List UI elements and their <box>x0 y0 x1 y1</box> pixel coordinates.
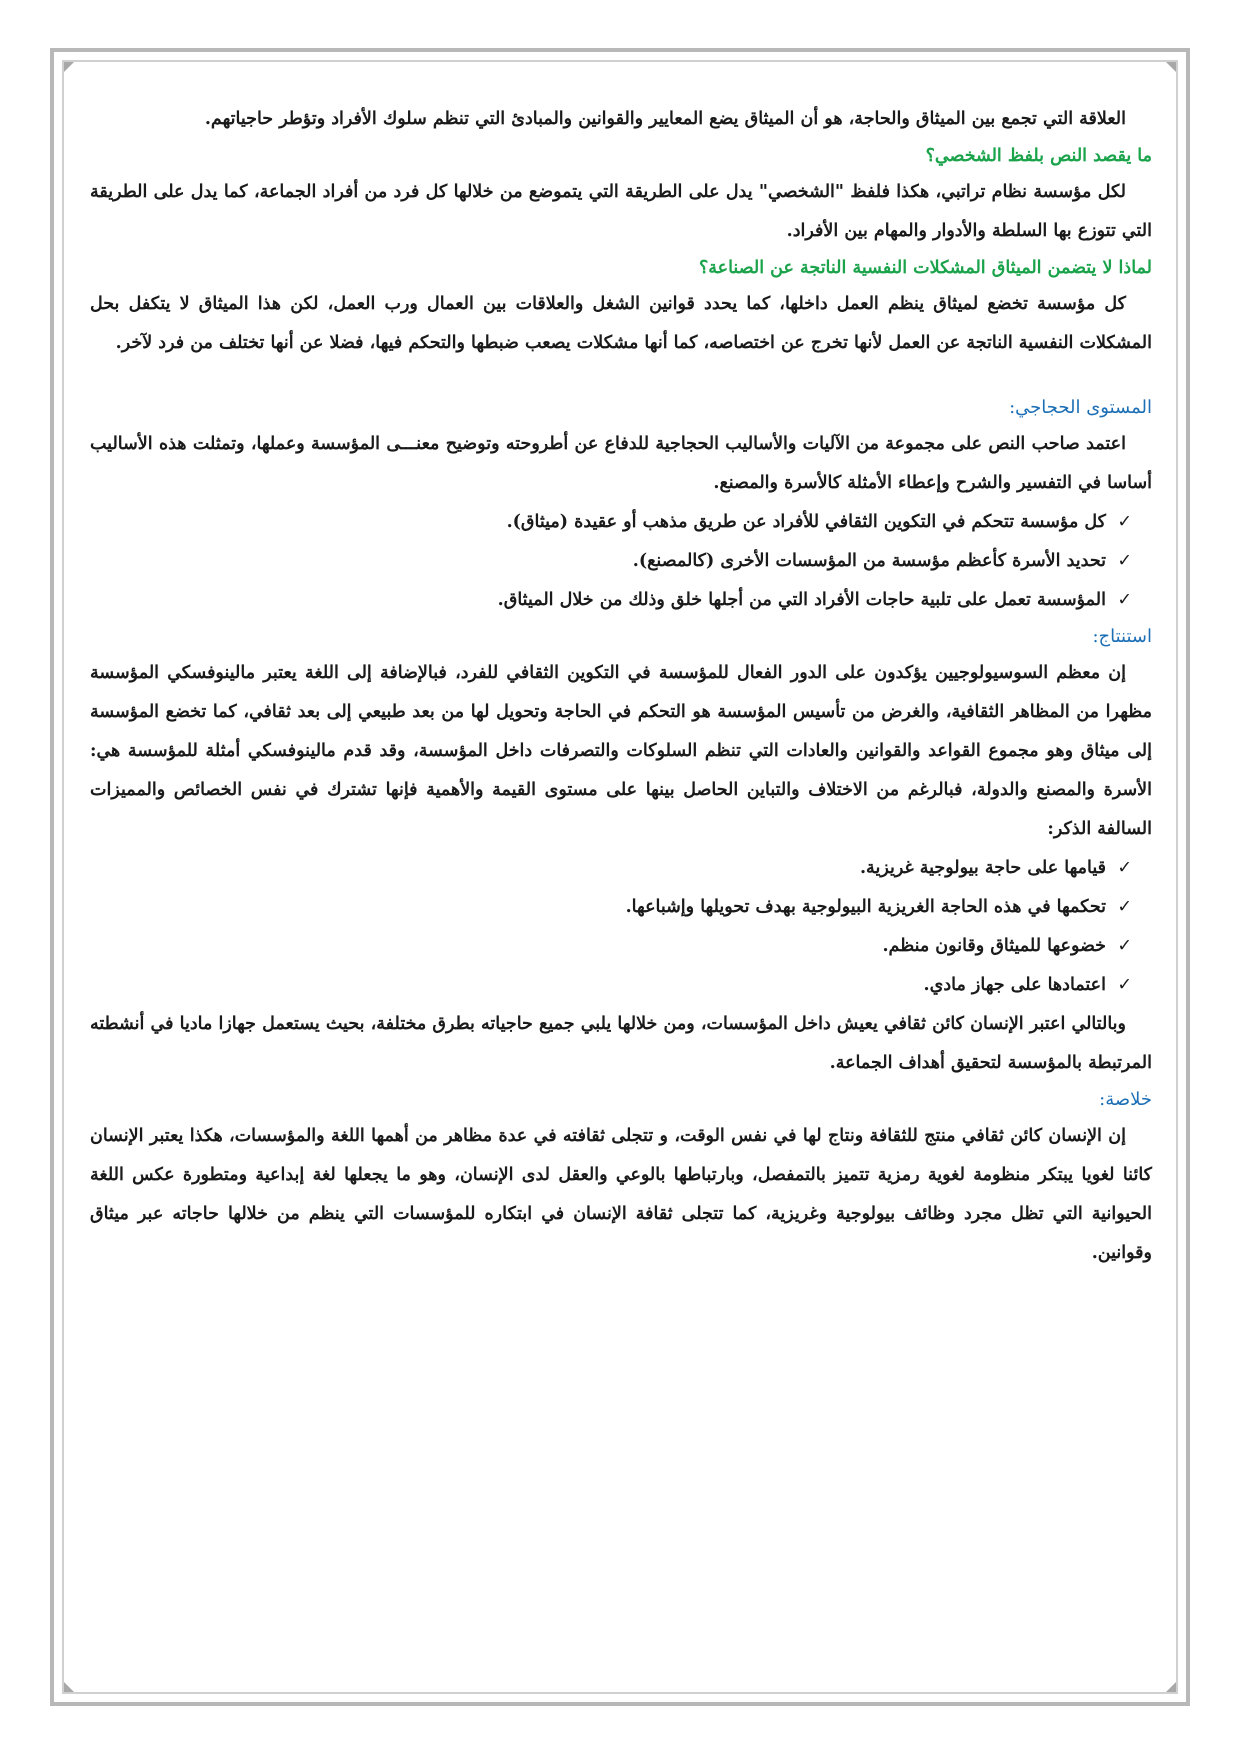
corner-ornament-top-left <box>64 62 74 72</box>
paragraph-relation: العلاقة التي تجمع بين الميثاق والحاجة، هو أن الميثاق يضع المعايير والقوانين والمبادئ التي تنظم سلوك الأفراد وتؤطر حاجياتهم. <box>204 109 1126 129</box>
paragraph-psych-problems: كل مؤسسة تخضع لميثاق ينظم العمل داخلها، كما يحدد قوانين الشغل والعلاقات بين العمال ورب العمل، لكن هذا الميثاق لا يتكفل بحل المشكلات النفسية الناتجة عن العمل لأنها تخرج عن اختصاصه، كما أنها مشكلات يصعب ضبطها والتحكم فيها، فضلا عن أنها تختلف من فرد لآخر. <box>90 294 1152 353</box>
list-item: ✓خضوعها للميثاق وقانون منظم. <box>90 927 1132 966</box>
checkmark-icon: ✓ <box>1117 551 1132 571</box>
list-item: ✓قيامها على حاجة بيولوجية غريزية. <box>90 849 1132 888</box>
document-body <box>90 100 1152 1273</box>
question-psych-problems: لماذا لا يتضمن الميثاق المشكلات النفسية الناتجة عن الصناعة؟ <box>698 258 1152 278</box>
question-personal: ما يقصد النص بلفظ الشخصي؟ <box>925 146 1152 166</box>
corner-ornament-bottom-left <box>64 1682 74 1692</box>
list-item: ✓تحديد الأسرة كأعظم مؤسسة من المؤسسات الأخرى (كالمصنع). <box>90 542 1132 581</box>
list-item: ✓اعتمادها على جهاز مادي. <box>90 966 1132 1005</box>
checkmark-icon: ✓ <box>1117 975 1132 995</box>
paragraph-personal: لكل مؤسسة نظام تراتبي، هكذا فلفظ "الشخصي" يدل على الطريقة التي يتموضع من خلالها كل فرد من أفراد الجماعة، كما يدل على الطريقة التي تتوزع بها السلطة والأدوار والمهام بين الأفراد. <box>90 182 1152 241</box>
checkmark-icon: ✓ <box>1117 897 1132 917</box>
paragraph-summary: إن الإنسان كائن ثقافي منتج للثقافة ونتاج لها في نفس الوقت، و تتجلى ثقافته في عدة مظاهر من أهمها اللغة والمؤسسات، هكذا يعتبر الإنسان كائنا لغويا يبتكر منظومة لغوية رمزية تتميز بالتمفصل، وبارتباطها بالوعي والعقل لدى الإنسان، وهو ما يجعلها لغة إبداعية ومتطورة عكس اللغة الحيوانية التي تظل مجرد وظائف بيولوجية وغريزية، كما تتجلى ثقافة الإنسان في ابتكاره للمؤسسات التي ينظم من خلالها حاجاته عبر ميثاق وقوانين. <box>90 1126 1152 1263</box>
heading-summary: خلاصة: <box>1099 1089 1152 1110</box>
checkmark-icon: ✓ <box>1117 936 1132 956</box>
checkmark-icon: ✓ <box>1117 512 1132 532</box>
checklist-characteristics <box>90 849 1152 1005</box>
paragraph-deduction: إن معظم السوسيولوجيين يؤكدون على الدور الفعال للمؤسسة في التكوين الثقافي للفرد، فبالإضافة إلى اللغة يعتبر مالينوفسكي المؤسسة مظهرا من المظاهر الثقافية، والغرض من تأسيس المؤسسة هو التحكم في الحاجة وتحويل لها من بعد طبيعي إلى بعد ثقافي، كما تخضع المؤسسة إلى ميثاق وهو مجموع القواعد والقوانين والعادات التي تنظم السلوكات والتصرفات داخل المؤسسة، وقد قدم مالينوفسكي أمثلة للمؤسسة هي: الأسرة والمصنع والدولة، فبالرغم من الاختلاف والتباين الحاصل بينها على مستوى القيمة والأهمية فإنها تشترك في نفس الخصائص والمميزات السالفة الذكر: <box>90 663 1152 839</box>
checkmark-icon: ✓ <box>1117 858 1132 878</box>
paragraph-argumentative: اعتمد صاحب النص على مجموعة من الآليات والأساليب الحجاجية للدفاع عن أطروحته وتوضيح معنـــى المؤسسة وعملها، وتمثلت هذه الأساليب أساسا في التفسير والشرح وإعطاء الأمثلة كالأسرة والمصنع. <box>90 434 1152 493</box>
spacer <box>90 363 1152 391</box>
list-item: ✓تحكمها في هذه الحاجة الغريزية البيولوجية بهدف تحويلها وإشباعها. <box>90 888 1132 927</box>
corner-ornament-bottom-right <box>1166 1682 1176 1692</box>
checkmark-icon: ✓ <box>1117 590 1132 610</box>
corner-ornament-top-right <box>1166 62 1176 72</box>
list-item: ✓المؤسسة تعمل على تلبية حاجات الأفراد التي من أجلها خلق وذلك من خلال الميثاق. <box>90 581 1132 620</box>
heading-conclusion-deduction: استنتاج: <box>1092 626 1152 647</box>
list-item: ✓كل مؤسسة تتحكم في التكوين الثقافي للأفراد عن طريق مذهب أو عقيدة (ميثاق). <box>90 503 1132 542</box>
heading-argumentative-level: المستوى الحجاجي: <box>1009 397 1152 418</box>
checklist-arguments <box>90 503 1152 620</box>
paragraph-therefore: وبالتالي اعتبر الإنسان كائن ثقافي يعيش داخل المؤسسات، ومن خلالها يلبي جميع حاجياته بطرق مختلفة، بحيث يستعمل جهازا ماديا في أنشطته المرتبطة بالمؤسسة لتحقيق أهداف الجماعة. <box>90 1014 1152 1073</box>
